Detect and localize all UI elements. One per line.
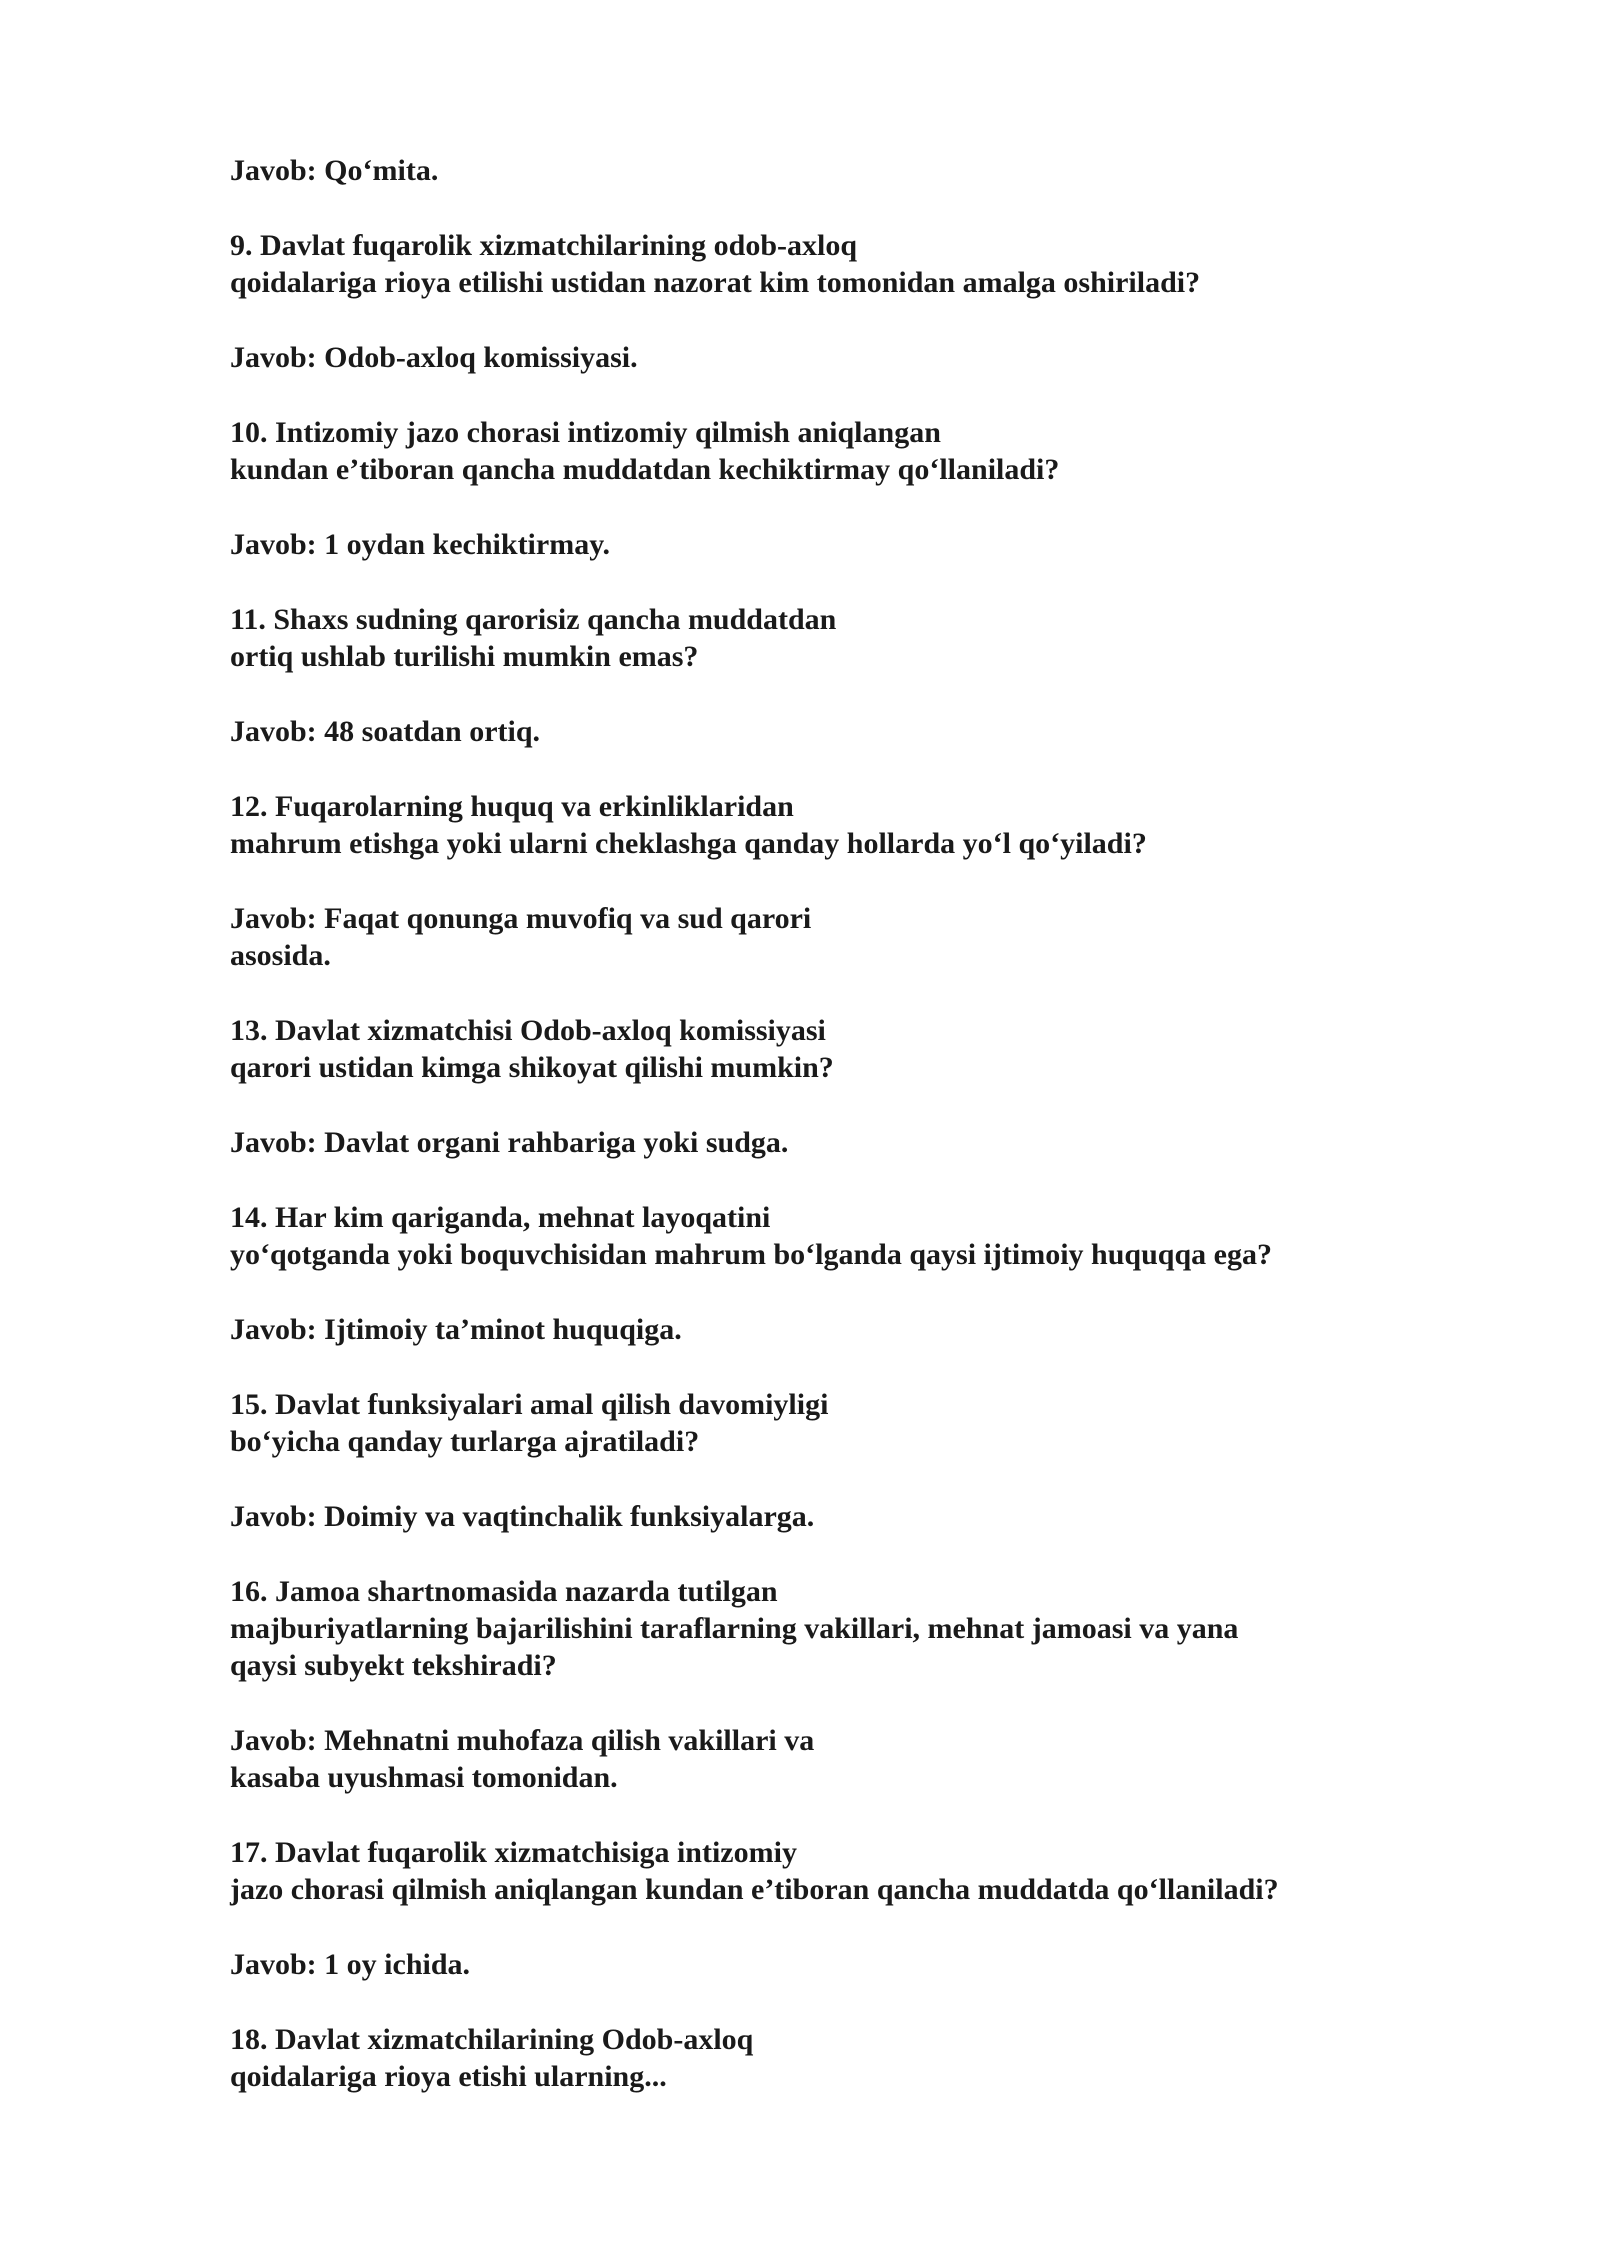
question-line: 15. Davlat funksiyalari amal qilish davomiyligi bbox=[230, 1388, 829, 1421]
answer-line: Javob: Ijtimoiy ta’minot huquqiga. bbox=[230, 1313, 682, 1346]
question-line: 13. Davlat xizmatchisi Odob-axloq komissiyasi bbox=[230, 1014, 826, 1047]
answer-line: asosida. bbox=[230, 939, 331, 972]
document-page bbox=[230, 152, 1430, 2133]
question-line: kundan e’tiboran qancha muddatdan kechiktirmay qo‘llaniladi? bbox=[230, 453, 1060, 486]
question-line: 14. Har kim qariganda, mehnat layoqatini bbox=[230, 1201, 771, 1234]
answer-line: Javob: Qo‘mita. bbox=[230, 154, 439, 187]
question-block bbox=[230, 1573, 1430, 1684]
answer-block bbox=[230, 152, 1430, 189]
answer-line: Javob: Doimiy va vaqtinchalik funksiyalarga. bbox=[230, 1500, 815, 1533]
answer-block bbox=[230, 1498, 1430, 1535]
answer-block bbox=[230, 1722, 1430, 1796]
answer-block bbox=[230, 339, 1430, 376]
question-line: qaysi subyekt tekshiradi? bbox=[230, 1649, 557, 1682]
question-line: bo‘yicha qanday turlarga ajratiladi? bbox=[230, 1425, 700, 1458]
question-line: 16. Jamoa shartnomasida nazarda tutilgan bbox=[230, 1575, 778, 1608]
question-line: 10. Intizomiy jazo chorasi intizomiy qilmish aniqlangan bbox=[230, 416, 941, 449]
question-block bbox=[230, 1199, 1430, 1273]
question-line: qoidalariga rioya etilishi ustidan nazorat kim tomonidan amalga oshiriladi? bbox=[230, 266, 1201, 299]
answer-line: Javob: Odob-axloq komissiyasi. bbox=[230, 341, 638, 374]
question-line: ortiq ushlab turilishi mumkin emas? bbox=[230, 640, 699, 673]
question-line: qoidalariga rioya etishi ularning... bbox=[230, 2060, 667, 2093]
question-block bbox=[230, 227, 1430, 301]
answer-line: Javob: 1 oydan kechiktirmay. bbox=[230, 528, 611, 561]
question-block bbox=[230, 1012, 1430, 1086]
question-block bbox=[230, 788, 1430, 862]
question-block bbox=[230, 601, 1430, 675]
question-line: majburiyatlarning bajarilishini taraflarning vakillari, mehnat jamoasi va yana bbox=[230, 1612, 1239, 1645]
question-line: mahrum etishga yoki ularni cheklashga qanday hollarda yo‘l qo‘yiladi? bbox=[230, 827, 1147, 860]
answer-block bbox=[230, 1311, 1430, 1348]
question-line: yo‘qotganda yoki boquvchisidan mahrum bo‘lganda qaysi ijtimoiy huquqqa ega? bbox=[230, 1238, 1272, 1271]
question-line: 9. Davlat fuqarolik xizmatchilarining odob-axloq bbox=[230, 229, 858, 262]
answer-block bbox=[230, 713, 1430, 750]
answer-line: Javob: Faqat qonunga muvofiq va sud qarori bbox=[230, 902, 812, 935]
answer-line: Javob: Mehnatni muhofaza qilish vakillari va bbox=[230, 1724, 815, 1757]
question-block bbox=[230, 2021, 1430, 2095]
answer-block bbox=[230, 526, 1430, 563]
answer-line: Javob: 1 oy ichida. bbox=[230, 1948, 471, 1981]
question-line: 11. Shaxs sudning qarorisiz qancha muddatdan bbox=[230, 603, 837, 636]
answer-line: kasaba uyushmasi tomonidan. bbox=[230, 1761, 618, 1794]
question-line: 17. Davlat fuqarolik xizmatchisiga intizomiy bbox=[230, 1836, 797, 1869]
question-block bbox=[230, 1386, 1430, 1460]
question-line: jazo chorasi qilmish aniqlangan kundan e’tiboran qancha muddatda qo‘llaniladi? bbox=[230, 1873, 1279, 1906]
question-block bbox=[230, 414, 1430, 488]
question-block bbox=[230, 1834, 1430, 1908]
question-line: qarori ustidan kimga shikoyat qilishi mumkin? bbox=[230, 1051, 834, 1084]
question-line: 12. Fuqarolarning huquq va erkinliklaridan bbox=[230, 790, 794, 823]
answer-block bbox=[230, 900, 1430, 974]
answer-block bbox=[230, 1946, 1430, 1983]
answer-block bbox=[230, 1124, 1430, 1161]
question-line: 18. Davlat xizmatchilarining Odob-axloq bbox=[230, 2023, 754, 2056]
answer-line: Javob: Davlat organi rahbariga yoki sudga. bbox=[230, 1126, 789, 1159]
answer-line: Javob: 48 soatdan ortiq. bbox=[230, 715, 541, 748]
